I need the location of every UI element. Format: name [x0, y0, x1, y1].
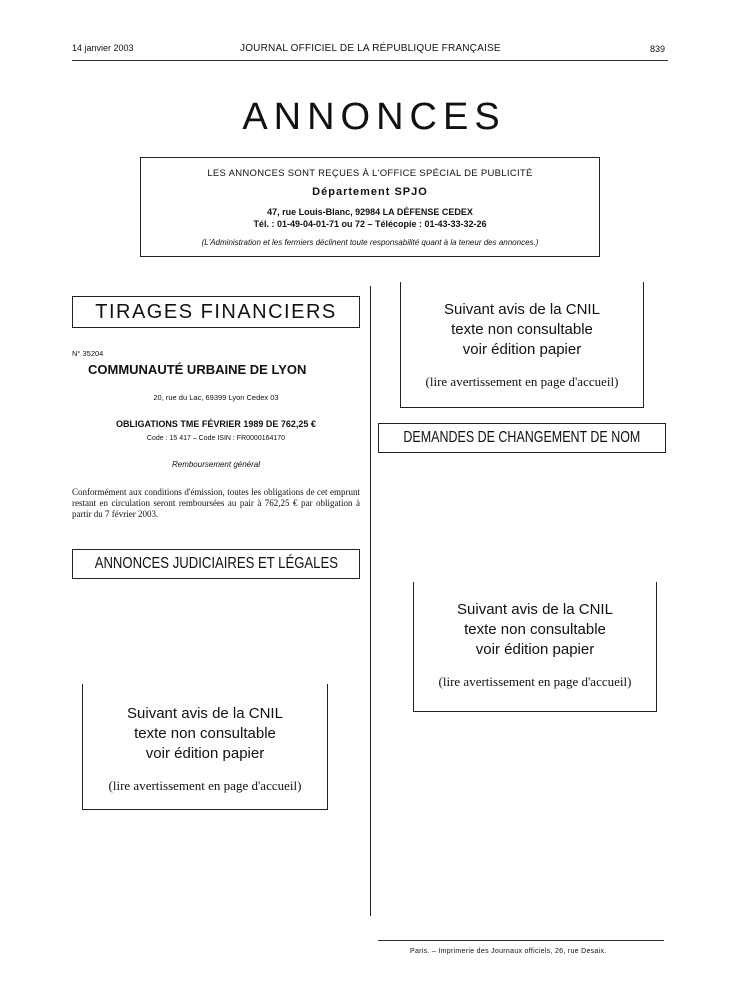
section-heading-tirages: TIRAGES FINANCIERS — [72, 296, 360, 328]
info-telephone: Tél. : 01-49-04-01-71 ou 72 – Télécopie : 01-43-33-32-26 — [253, 219, 487, 229]
announcement-remboursement: Remboursement général — [171, 460, 261, 469]
announcement-body: Conformément aux conditions d'émission, toutes les obligations de cet emprunt restant en circulation seront remboursées au pair à 762,25 € par obligation à partir du 7 février 2003. — [72, 487, 360, 519]
announcement-obligations: OBLIGATIONS TME FÉVRIER 1989 DE 762,25 € — [116, 419, 316, 429]
cnil-line3: voir édition papier — [475, 641, 595, 658]
announcement-number: N° 35204 — [72, 349, 104, 358]
cnil-note: (lire avertissement en page d'accueil) — [108, 778, 302, 793]
section-heading-judiciaires — [72, 549, 360, 579]
announcement-address: 20, rue du Lac, 69399 Lyon Cedex 03 — [153, 393, 279, 402]
announcement-organization: COMMUNAUTÉ URBAINE DE LYON — [88, 362, 307, 377]
cnil-line1: Suivant avis de la CNIL — [127, 705, 283, 722]
footer-rule — [378, 940, 664, 941]
footer-imprint: Paris. – Imprimerie des Journaux officiels, 26, rue Desaix. — [410, 948, 607, 955]
info-department: Département SPJO — [312, 186, 428, 198]
cnil-notice-left — [82, 684, 328, 810]
cnil-line2: texte non consultable — [134, 725, 276, 742]
header-rule — [72, 60, 668, 61]
header-page-number: 839 — [650, 44, 666, 54]
info-box — [140, 157, 600, 257]
cnil-note: (lire avertissement en page d'accueil) — [425, 374, 619, 389]
header-date: 14 janvier 2003 — [72, 43, 134, 53]
cnil-notice-right — [413, 582, 657, 712]
cnil-line1: Suivant avis de la CNIL — [444, 301, 600, 318]
header-title: JOURNAL OFFICIEL DE LA RÉPUBLIQUE FRANÇAISE — [240, 43, 501, 54]
info-address: 47, rue Louis-Blanc, 92984 LA DÉFENSE CEDEX — [267, 207, 473, 217]
info-disclaimer: (L'Administration et les fermiers déclinent toute responsabilité quant à la teneur des annonces.) — [201, 238, 539, 247]
cnil-line3: voir édition papier — [462, 341, 582, 358]
announcement-code: Code : 15 417 – Code ISIN : FR0000164170 — [146, 435, 286, 442]
column-divider — [370, 286, 371, 916]
cnil-line1: Suivant avis de la CNIL — [457, 601, 613, 618]
section-heading-changement-nom — [378, 423, 666, 453]
section-heading-judiciaires-label: ANNONCES JUDICIAIRES ET LÉGALES — [94, 555, 338, 572]
cnil-notice-top — [400, 282, 644, 408]
info-reception-line: LES ANNONCES SONT REÇUES À L'OFFICE SPÉCIAL DE PUBLICITÉ — [207, 168, 533, 179]
cnil-line3: voir édition papier — [145, 745, 265, 762]
cnil-note: (lire avertissement en page d'accueil) — [438, 674, 632, 689]
cnil-line2: texte non consultable — [464, 621, 606, 638]
section-heading-changement-nom-label: DEMANDES DE CHANGEMENT DE NOM — [403, 429, 641, 446]
page-title: ANNONCES — [242, 96, 506, 138]
cnil-line2: texte non consultable — [451, 321, 593, 338]
